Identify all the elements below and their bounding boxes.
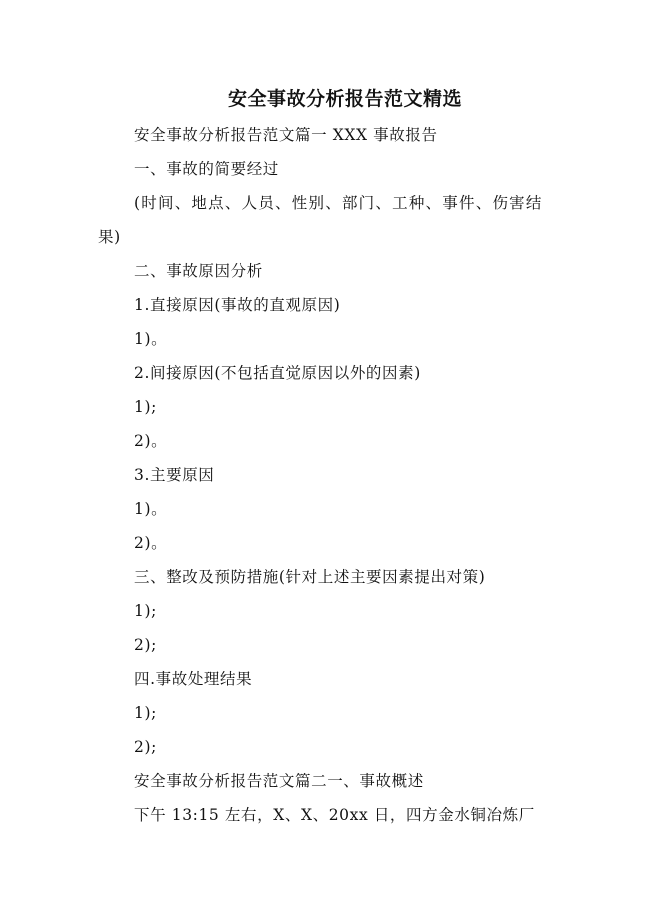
section-heading: 三、整改及预防措施(针对上述主要因素提出对策) — [134, 568, 486, 586]
paragraph-line: 3.主要原因 — [134, 466, 215, 484]
list-item: 1)。 — [134, 500, 168, 518]
list-item: 1)。 — [134, 330, 168, 348]
list-item: 2)。 — [134, 432, 168, 450]
paragraph-line: 安全事故分析报告范文篇一 XXX 事故报告 — [134, 126, 438, 144]
paragraph-line: 1.直接原因(事故的直观原因) — [134, 296, 341, 314]
list-item: 1); — [134, 704, 157, 722]
list-item: 1); — [134, 398, 157, 416]
paragraph-line: 2.间接原因(不包括直觉原因以外的因素) — [134, 364, 421, 382]
paragraph-wrapped: (时间、地点、人员、性别、部门、工种、事件、伤害结果) — [98, 194, 542, 246]
list-item: 1); — [134, 602, 157, 620]
section-heading: 四.事故处理结果 — [134, 670, 253, 688]
list-item: 2); — [134, 738, 157, 756]
section-heading: 一、事故的简要经过 — [134, 160, 279, 178]
list-item: 2)。 — [134, 534, 168, 552]
list-item: 2); — [134, 636, 157, 654]
paragraph-line: 安全事故分析报告范文篇二一、事故概述 — [134, 772, 424, 790]
document-title: 安全事故分析报告范文精选 — [227, 88, 462, 110]
document-body — [98, 118, 548, 832]
paragraph-line: 下午 13:15 左右，X、X、20xx 日，四方金水铜冶炼厂 — [134, 806, 535, 824]
section-heading: 二、事故原因分析 — [134, 262, 263, 280]
